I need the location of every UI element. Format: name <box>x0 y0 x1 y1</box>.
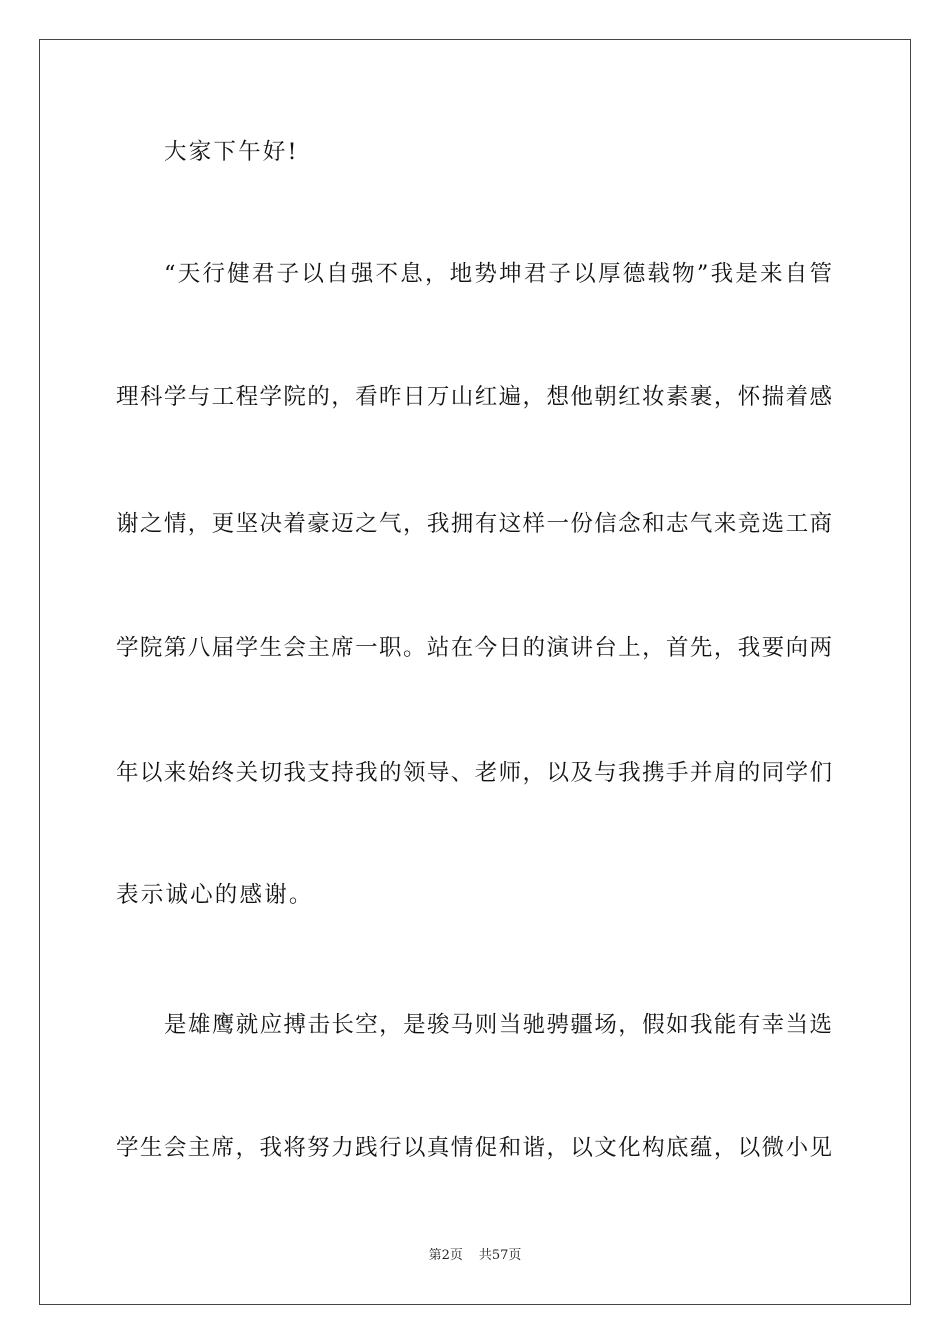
paragraph-line: 学生会主席，我将努力践行以真情促和谐，以文化构底蕴，以微小见 <box>116 1135 832 1161</box>
page-footer <box>0 1247 950 1265</box>
paragraph-line: 理科学与工程学院的，看昨日万山红遍，想他朝红妆素裹，怀揣着感 <box>116 384 832 410</box>
paragraph-line: 年以来始终关切我支持我的领导、老师，以及与我携手并肩的同学们 <box>116 760 832 786</box>
page-frame <box>39 39 911 1305</box>
greeting-line: 大家下午好! <box>164 139 299 165</box>
paragraph-line: 学院第八届学生会主席一职。站在今日的演讲台上，首先，我要向两 <box>116 635 832 661</box>
page-total: 共57页 <box>478 1248 522 1263</box>
paragraph-line: “天行健君子以自强不息，地势坤君子以厚德载物”我是来自管 <box>164 261 832 287</box>
paragraph-line: 谢之情，更坚决着豪迈之气，我拥有这样一份信念和志气来竞选工商 <box>116 511 832 537</box>
paragraph-line: 是雄鹰就应搏击长空，是骏马则当驰骋疆场，假如我能有幸当选 <box>164 1012 832 1038</box>
page-number: 第2页 <box>428 1248 463 1263</box>
paragraph-line: 表示诚心的感谢。 <box>116 882 314 908</box>
